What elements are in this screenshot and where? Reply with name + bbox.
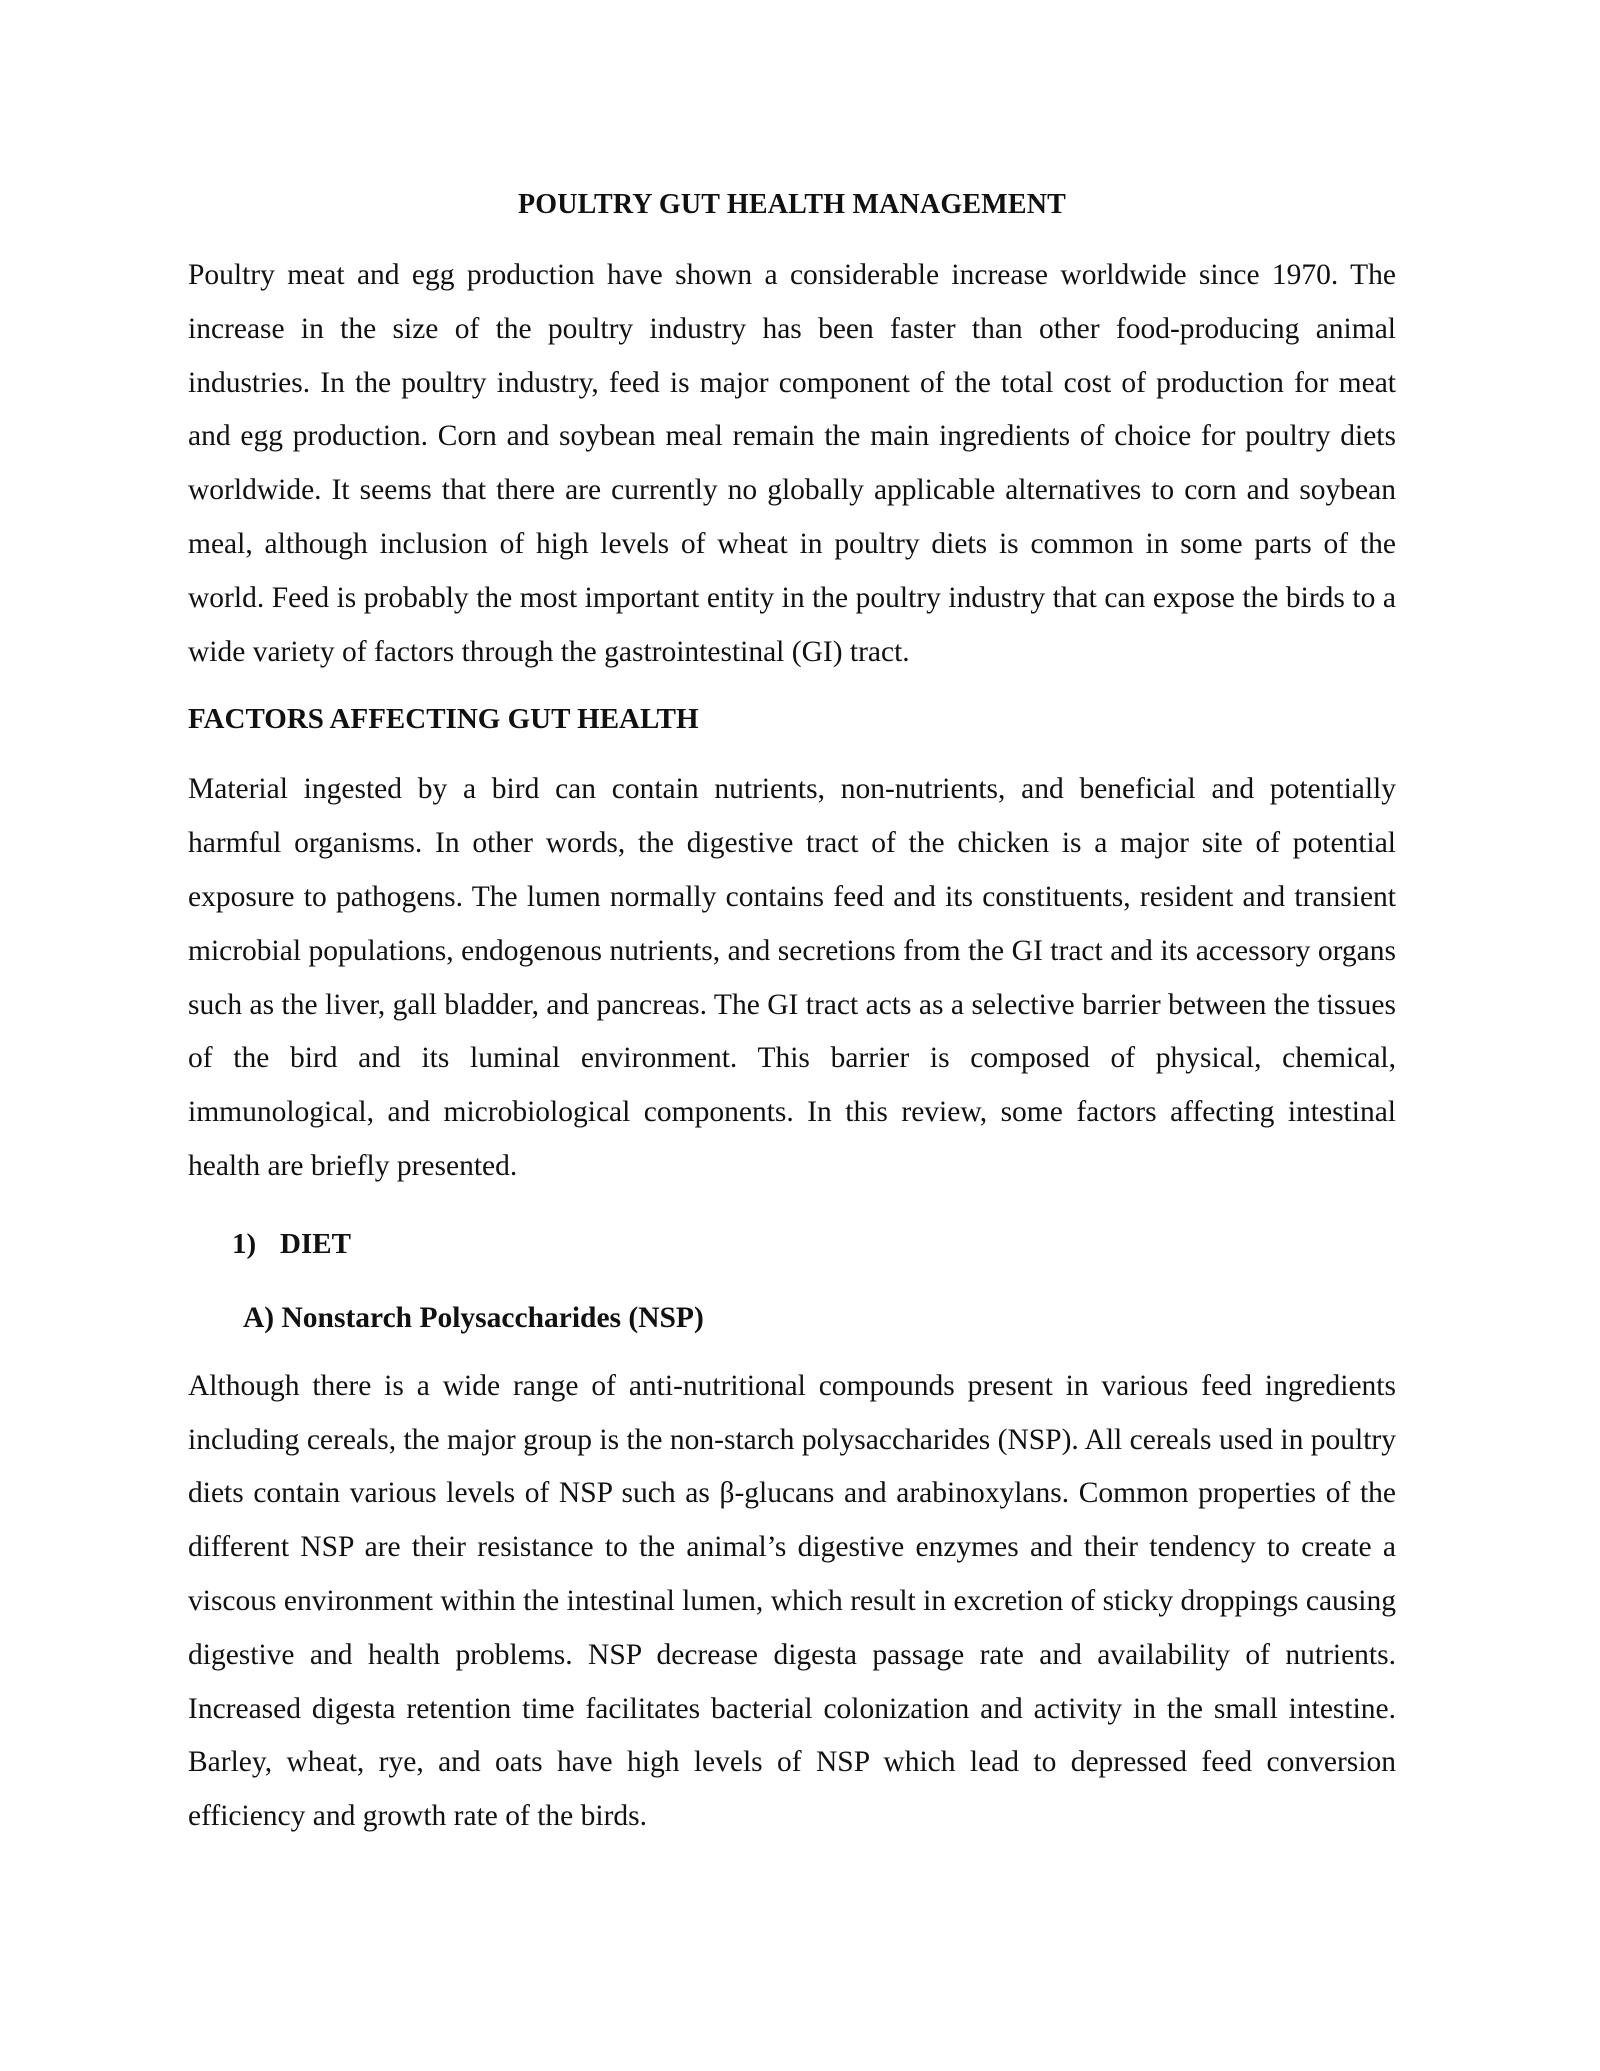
nsp-paragraph: Although there is a wide range of anti-nutritional compounds present in various feed ingredients including cereals, the major group is the non-starch polysaccharides (NSP). All cereals used in poultry diets contain various levels of NSP such as β-glucans and arabinoxylans. Common properties of the different NSP are their resistance to the animal’s digestive enzymes and their tendency to create a viscous environment within the intestinal lumen, which result in excretion of sticky droppings causing digestive and health problems. NSP decrease digesta passage rate and availability of nutrients. Increased digesta retention time facilitates bacterial colonization and activity in the small intestine. Barley, wheat, rye, and oats have high levels of NSP which lead to depressed feed conversion efficiency and growth rate of the birds. — [188, 1369, 1396, 1833]
diet-heading — [232, 1224, 1396, 1264]
diet-heading-label: DIET — [280, 1227, 351, 1260]
factors-paragraph: Material ingested by a bird can contain nutrients, non-nutrients, and beneficial and potentially harmful organisms. In other words, the digestive tract of the chicken is a major site of potential exposure to pathogens. The lumen normally contains feed and its constituents, resident and transient microbial populations, endogenous nutrients, and secretions from the GI tract and its accessory organs such as the liver, gall bladder, and pancreas. The GI tract acts as a selective barrier between the tissues of the bird and its luminal environment. This barrier is composed of physical, chemical, immunological, and microbiological components. In this review, some factors affecting intestinal health are briefly presented. — [188, 773, 1396, 1182]
section-heading-factors: FACTORS AFFECTING GUT HEALTH — [188, 703, 699, 736]
document-page — [188, 185, 1396, 1844]
document-title: POULTRY GUT HEALTH MANAGEMENT — [517, 189, 1067, 220]
diet-number: 1) — [232, 1227, 257, 1260]
nsp-subheading: A) Nonstarch Polysaccharides (NSP) — [243, 1301, 704, 1334]
intro-paragraph: Poultry meat and egg production have shown a considerable increase worldwide since 1970. The increase in the size of the poultry industry has been faster than other food-producing animal industries. In the poultry industry, feed is major component of the total cost of production for meat and egg production. Corn and soybean meal remain the main ingredients of choice for poultry diets worldwide. It seems that there are currently no globally applicable alternatives to corn and soybean meal, although inclusion of high levels of wheat in poultry diets is common in some parts of the world. Feed is probably the most important entity in the poultry industry that can expose the birds to a wide variety of factors through the gastrointestinal (GI) tract. — [188, 259, 1396, 668]
